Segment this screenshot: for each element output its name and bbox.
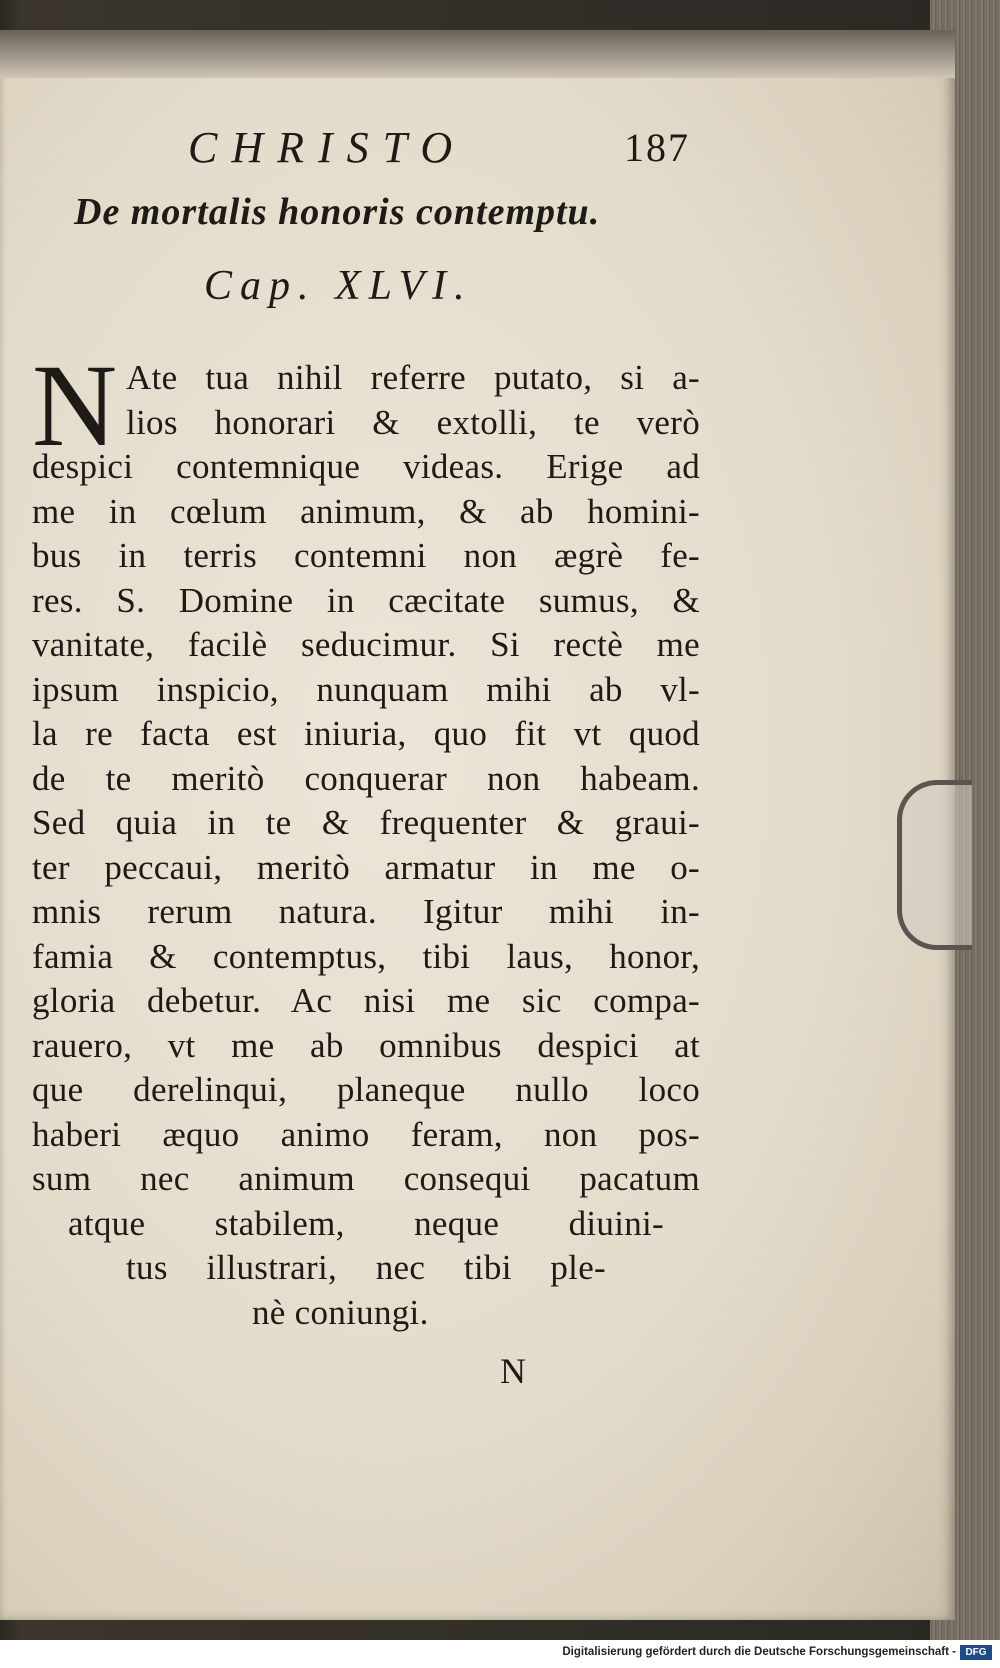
page-number: 187: [624, 125, 690, 170]
dfg-logo: DFG: [960, 1645, 992, 1660]
page-header: [32, 120, 700, 176]
running-head: CHRISTO: [188, 123, 467, 172]
text-line: sum nec animum consequi pacatum: [32, 1159, 700, 1198]
text-line: atque stabilem, neque diuini-: [68, 1203, 664, 1243]
text-line: la re facta est iniuria, quo fit vt quod: [32, 714, 700, 753]
text-line: mnis rerum natura. Igitur mihi in-: [32, 892, 700, 931]
chapter-body: [32, 340, 700, 1335]
page-text-block: [32, 120, 700, 1391]
page-top-shadow: [0, 30, 955, 78]
page-clip: [897, 780, 972, 950]
chapter-title: De mortalis honoris contemptu.: [74, 191, 601, 233]
text-line: bus in terris contemni non ægrè fe-: [32, 536, 700, 575]
drop-capital: N: [32, 340, 118, 471]
text-line: rauero, vt me ab omnibus despici at: [32, 1025, 700, 1065]
text-line: haberi æquo animo feram, non pos-: [32, 1114, 700, 1154]
text-line: ter peccaui, meritò armatur in me o-: [32, 847, 700, 887]
text-line: nè coniungi.: [252, 1292, 429, 1332]
text-line: res. S. Domine in cæcitate sumus, &: [32, 580, 700, 620]
text-line: de te meritò conquerar non habeam.: [32, 758, 700, 798]
chapter-number: Cap. XLVI.: [204, 263, 473, 309]
digitization-credit: Digitalisierung gefördert durch die Deutsche Forschungsgemeinschaft -: [562, 1646, 956, 1658]
text-line: que derelinqui, planeque nullo loco: [32, 1070, 700, 1109]
text-line: Ate tua nihil referre putato, si a-: [126, 358, 700, 397]
text-line: me in cœlum animum, & ab homini-: [32, 491, 700, 531]
text-line: famia & contemptus, tibi laus, honor,: [32, 936, 700, 976]
text-line: vanitate, facilè seducimur. Si rectè me: [32, 625, 700, 664]
credit-bar: [0, 1640, 1000, 1668]
catchword: N: [500, 1351, 526, 1391]
text-line: Sed quia in te & frequenter & graui-: [32, 803, 700, 842]
text-line: lios honorari & extolli, te verò: [126, 402, 700, 442]
book-page: [0, 30, 955, 1620]
text-line: ipsum inspicio, nunquam mihi ab vl-: [32, 669, 700, 709]
text-line: gloria debetur. Ac nisi me sic compa-: [32, 981, 700, 1020]
text-line: tus illustrari, nec tibi ple-: [126, 1248, 606, 1287]
text-line: despici contemnique videas. Erige ad: [32, 447, 700, 486]
